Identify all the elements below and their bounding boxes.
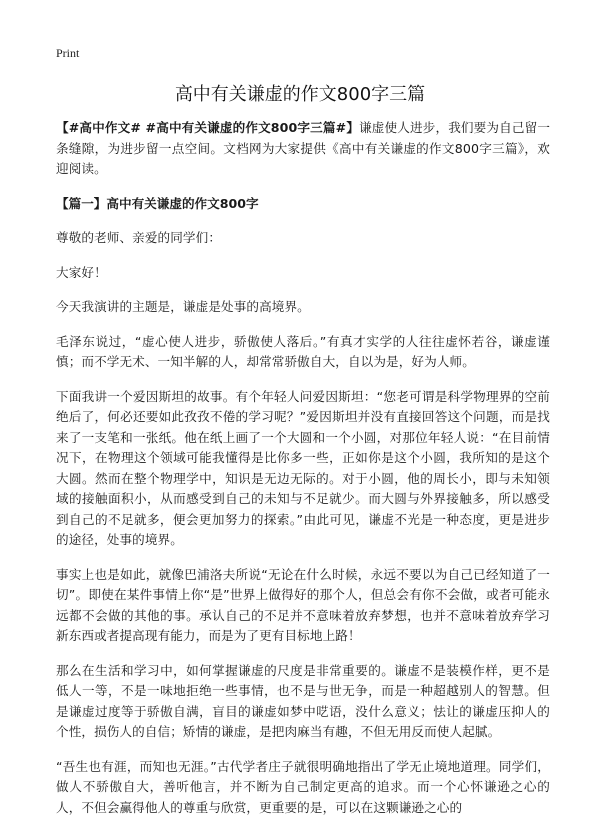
paragraph-measure-of-modesty: 那么在生活和学习中，如何掌握谦虚的尺度是非常重要的。谦虚不是装模作样，更不是低人一等，不是一味地拒绝一些事情，也不是与世无争，而是一种超越别人的智慧。但是谦虚过度等于骄傲自满，盲目的谦虚如梦中呓语，没什么意义；怯让的谦虚压抑人的个性，损伤人的自信；矫情的谦虚，是把肉麻当有趣，不但无用反而使人起腻。 (56, 662, 550, 739)
paragraph-mao-quote: 毛泽东说过，“虚心使人进步，骄傲使人落后。”有真才实学的人往往虚怀若谷，谦虚谨慎；而不学无术、一知半解的人，却常常骄傲自大，自以为是，好为人师。 (56, 333, 550, 369)
intro-text: 谦虚使人进步，我们要为自己留一条缝隙，为进步留一点空间。文档网为大家提供《高中有关谦虚的作文800字三篇》，欢迎阅读。 (56, 120, 551, 176)
paragraph-theme: 今天我演讲的主题是，谦虚是处事的高境界。 (56, 299, 310, 314)
intro-tag: 【#高中作文# #高中有关谦虚的作文800字三篇#】 (56, 120, 360, 135)
paragraph-salutation: 尊敬的老师、亲爱的同学们： (56, 230, 222, 245)
section-heading: 【篇一】高中有关谦虚的作文800字 (56, 195, 259, 211)
paragraph-einstein-story: 下面我讲一个爱因斯坦的故事。有个年轻人问爱因斯坦：“您老可谓是科学物理界的空前绝后了，何必还要如此孜孜不倦的学习呢？”爱因斯坦并没有直接回答这个问题，而是找来了一支笔和一张纸。他在纸上画了一个大圆和一个小圆，对那位年轻人说：“在目前情况下，在物理这个领域可能我懂得是比你多一些，正如你是这个小圆，我所知的是这个大圆。然而在整个物理学中，知识是无边无际的。对于小圆，他的周长小，即与未知领域的接触面积小，从而感受到自己的未知与不足就少。而大圆与外界接触多，所以感受到自己的不足就多，便会更加努力的探索。”由此可见，谦虚不光是一种态度，更是进步的途径，处事的境界。 (56, 388, 550, 547)
print-link[interactable]: Print (56, 46, 80, 60)
paragraph-pavlov-quote: 事实上也是如此，就像巴浦洛夫所说“无论在什么时候，永远不要以为自己已经知道了一切”。即使在某件事情上你“是”世界上做得好的那个人，但总会有你不会做，或者可能永远都不会做的其他的事。承认自己的不足并不意味着放弃梦想，也并不意味着放弃学习新东西或者提高现有能力，而是为了更有目标地上路！ (56, 566, 550, 643)
paragraph-zhuangzi-quote: “吾生也有涯，而知也无涯。”古代学者庄子就很明确地指出了学无止境地道理。同学们，做人不骄傲自大，善听他言，并不断为自己制定更高的追求。而一个心怀谦逊之心的人，不但会赢得他人的尊重与欣赏，更重要的是，可以在这颗谦逊之心的 (56, 758, 550, 815)
page-title: 高中有关谦虚的作文800字三篇 (174, 84, 426, 105)
article-body (56, 118, 550, 832)
intro-paragraph (56, 118, 550, 180)
paragraph-greeting: 大家好！ (56, 264, 107, 280)
